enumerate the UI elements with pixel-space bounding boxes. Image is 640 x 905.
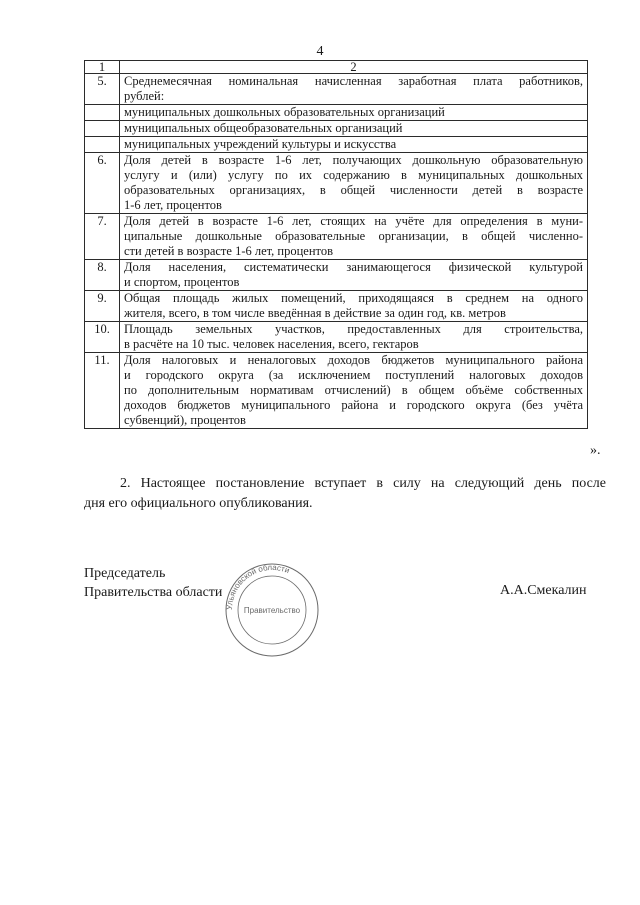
row-number: 11. — [85, 353, 120, 429]
row-text-line: рублей: — [124, 89, 165, 103]
paragraph-line-1: 2. Настоящее постановление вступает в силу на следующий день после — [120, 476, 606, 491]
row-text — [120, 74, 588, 105]
row-number: 9. — [85, 291, 120, 322]
row-number — [85, 121, 120, 137]
row-number — [85, 105, 120, 121]
row-text — [120, 153, 588, 214]
effective-date-paragraph — [84, 474, 606, 514]
row-text-line: доходов бюджетов муниципального района и городского округа (без учёта — [124, 398, 583, 412]
row-text-line: сти детей в возрасте 1-6 лет, процентов — [124, 244, 333, 258]
row-text — [120, 105, 588, 121]
row-text — [120, 121, 588, 137]
row-text-line: субвенций), процентов — [124, 413, 246, 427]
row-text — [120, 353, 588, 429]
row-text — [120, 137, 588, 153]
row-text-line: муниципальных общеобразовательных организаций — [124, 121, 403, 135]
row-text-line: Доля детей в возрасте 1-6 лет, получающих дошкольную образовательную — [124, 153, 583, 167]
row-text-line: Среднемесячная номинальная начисленная заработная плата работников, — [124, 74, 583, 88]
table-row — [85, 291, 588, 322]
table-row — [85, 214, 588, 260]
row-text — [120, 322, 588, 353]
row-text-line: Общая площадь жилых помещений, приходящаяся в среднем на одного — [124, 291, 583, 305]
stamp-ring-text — [225, 563, 291, 610]
row-number: 5. — [85, 74, 120, 105]
official-stamp — [212, 560, 332, 660]
stamp-center-text: Правительство — [243, 606, 301, 615]
row-text — [120, 214, 588, 260]
row-number: 10. — [85, 322, 120, 353]
row-text-line: Доля налоговых и неналоговых доходов бюджетов муниципального района — [124, 353, 583, 367]
table-row — [85, 153, 588, 214]
row-number: 6. — [85, 153, 120, 214]
row-number — [85, 137, 120, 153]
signatory-title-line-1: Председатель — [84, 566, 166, 581]
table-row — [85, 105, 588, 121]
row-text-line: Доля населения, систематически занимающегося физической культурой — [124, 260, 583, 274]
paragraph-line-2: дня его официального опубликования. — [84, 496, 313, 511]
table-row — [85, 137, 588, 153]
page-number: 4 — [316, 44, 324, 59]
table-header-row — [85, 61, 588, 74]
row-text-line: муниципальных дошкольных образовательных организаций — [124, 105, 445, 119]
header-col-2: 2 — [120, 61, 588, 74]
table-row — [85, 121, 588, 137]
row-text-line: жителя, всего, в том числе введённая в действие за один год, кв. метров — [124, 306, 506, 320]
row-text-line: образовательных организациях, в общей численности детей в возрасте — [124, 183, 583, 197]
row-text-line: услугу и (или) услугу по их содержанию в муниципальных дошкольных — [124, 168, 583, 182]
row-text-line: Доля детей в возрасте 1-6 лет, стоящих на учёте для определения в муни- — [124, 214, 583, 228]
row-text-line: и спортом, процентов — [124, 275, 240, 289]
signatory-title-line-2: Правительства области — [84, 585, 223, 600]
row-text-line: Площадь земельных участков, предоставленных для строительства, — [124, 322, 583, 336]
row-text-line: муниципальных учреждений культуры и искусства — [124, 137, 397, 151]
row-number: 8. — [85, 260, 120, 291]
row-text-line: в расчёте на 10 тыс. человек населения, всего, гектаров — [124, 337, 419, 351]
closing-quote: ». — [590, 443, 601, 458]
row-number: 7. — [85, 214, 120, 260]
header-col-1: 1 — [85, 61, 120, 74]
table-row — [85, 74, 588, 105]
table-row — [85, 260, 588, 291]
row-text-line: 1-6 лет, процентов — [124, 198, 222, 212]
stamp-ring-textpath: Ульяновской области — [224, 562, 291, 611]
table-row — [85, 322, 588, 353]
row-text-line: и городского округа (за исключением поступлений налоговых доходов — [124, 368, 583, 382]
row-text — [120, 291, 588, 322]
signatory-name: А.А.Смекалин — [500, 583, 587, 598]
row-text — [120, 260, 588, 291]
row-text-line: по дополнительным нормативам отчислений) в общем объёме собственных — [124, 383, 583, 397]
table-row — [85, 353, 588, 429]
row-text-line: ципальные дошкольные образовательные организации, в общей численно- — [124, 229, 583, 243]
indicators-table — [84, 60, 588, 429]
signatory-title — [84, 564, 222, 602]
indicators-table-body — [85, 61, 588, 429]
